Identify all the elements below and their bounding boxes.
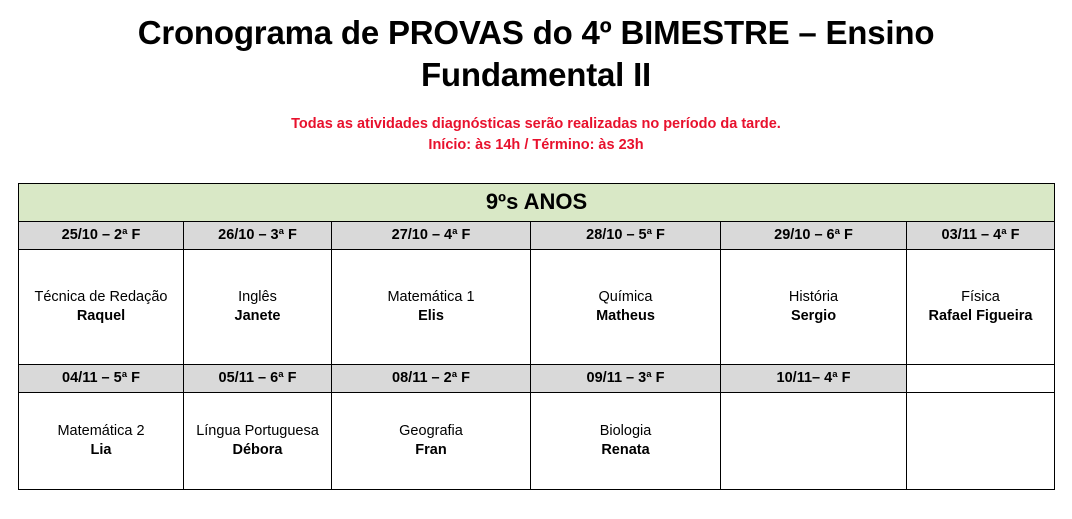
- date-cell-empty: [907, 364, 1055, 392]
- subject-name: Geografia: [399, 422, 463, 439]
- exam-cell: [332, 249, 531, 364]
- subtitle-line-1: Todas as atividades diagnósticas serão realizadas no período da tarde.: [291, 116, 781, 133]
- teacher-name: Raquel: [76, 307, 126, 324]
- exam-cell: [19, 392, 184, 489]
- exam-cell: [184, 392, 332, 489]
- date-cell: 25/10 – 2ª F: [19, 221, 184, 249]
- date-cell: 28/10 – 5ª F: [531, 221, 721, 249]
- subject-name: Inglês: [238, 288, 277, 305]
- exam-cell-empty: [721, 392, 907, 489]
- date-cell: 05/11 – 6ª F: [184, 364, 332, 392]
- date-cell: 08/11 – 2ª F: [332, 364, 531, 392]
- date-cell: 04/11 – 5ª F: [19, 364, 184, 392]
- teacher-name: Elis: [418, 307, 444, 324]
- teacher-name: Rafael Figueira: [928, 307, 1033, 324]
- exam-cell: [184, 249, 332, 364]
- subject-row-2: [19, 392, 1055, 489]
- exam-cell-empty: [907, 392, 1055, 489]
- subject-name: Biologia: [599, 422, 652, 439]
- date-cell: 27/10 – 4ª F: [332, 221, 531, 249]
- date-cell: 29/10 – 6ª F: [721, 221, 907, 249]
- schedule-table: [18, 183, 1055, 490]
- subtitle-line-2: Início: às 14h / Término: às 23h: [428, 137, 644, 154]
- exam-cell: [332, 392, 531, 489]
- document-page: [0, 12, 1072, 519]
- date-row-1: [19, 221, 1055, 249]
- teacher-name: Janete: [234, 307, 281, 324]
- date-cell: 09/11 – 3ª F: [531, 364, 721, 392]
- teacher-name: Fran: [415, 441, 447, 458]
- subject-name: Técnica de Redação: [34, 288, 168, 305]
- page-title: Cronograma de PROVAS do 4º BIMESTRE – Ensino Fundamental II: [137, 14, 935, 94]
- date-cell: 03/11 – 4ª F: [907, 221, 1055, 249]
- subject-name: Matemática 2: [57, 422, 145, 439]
- subject-name: História: [788, 288, 839, 305]
- exam-cell: [907, 249, 1055, 364]
- subject-name: Química: [598, 288, 653, 305]
- exam-cell: [531, 249, 721, 364]
- group-header-row: [19, 183, 1055, 221]
- exam-cell: [721, 249, 907, 364]
- schedule-table-wrapper: [18, 183, 1054, 490]
- teacher-name: Sergio: [790, 307, 837, 324]
- teacher-name: Débora: [232, 441, 283, 458]
- subject-name: Língua Portuguesa: [196, 422, 319, 439]
- group-header-cell: 9ºs ANOS: [19, 183, 1055, 221]
- subject-row-1: [19, 249, 1055, 364]
- subtitle-block: [0, 114, 1072, 156]
- subject-name: Matemática 1: [387, 288, 475, 305]
- exam-cell: [19, 249, 184, 364]
- date-row-2: [19, 364, 1055, 392]
- date-cell: 10/11– 4ª F: [721, 364, 907, 392]
- subject-name: Física: [961, 288, 1000, 305]
- date-cell: 26/10 – 3ª F: [184, 221, 332, 249]
- exam-cell: [531, 392, 721, 489]
- teacher-name: Matheus: [596, 307, 655, 324]
- teacher-name: Renata: [601, 441, 650, 458]
- teacher-name: Lia: [90, 441, 112, 458]
